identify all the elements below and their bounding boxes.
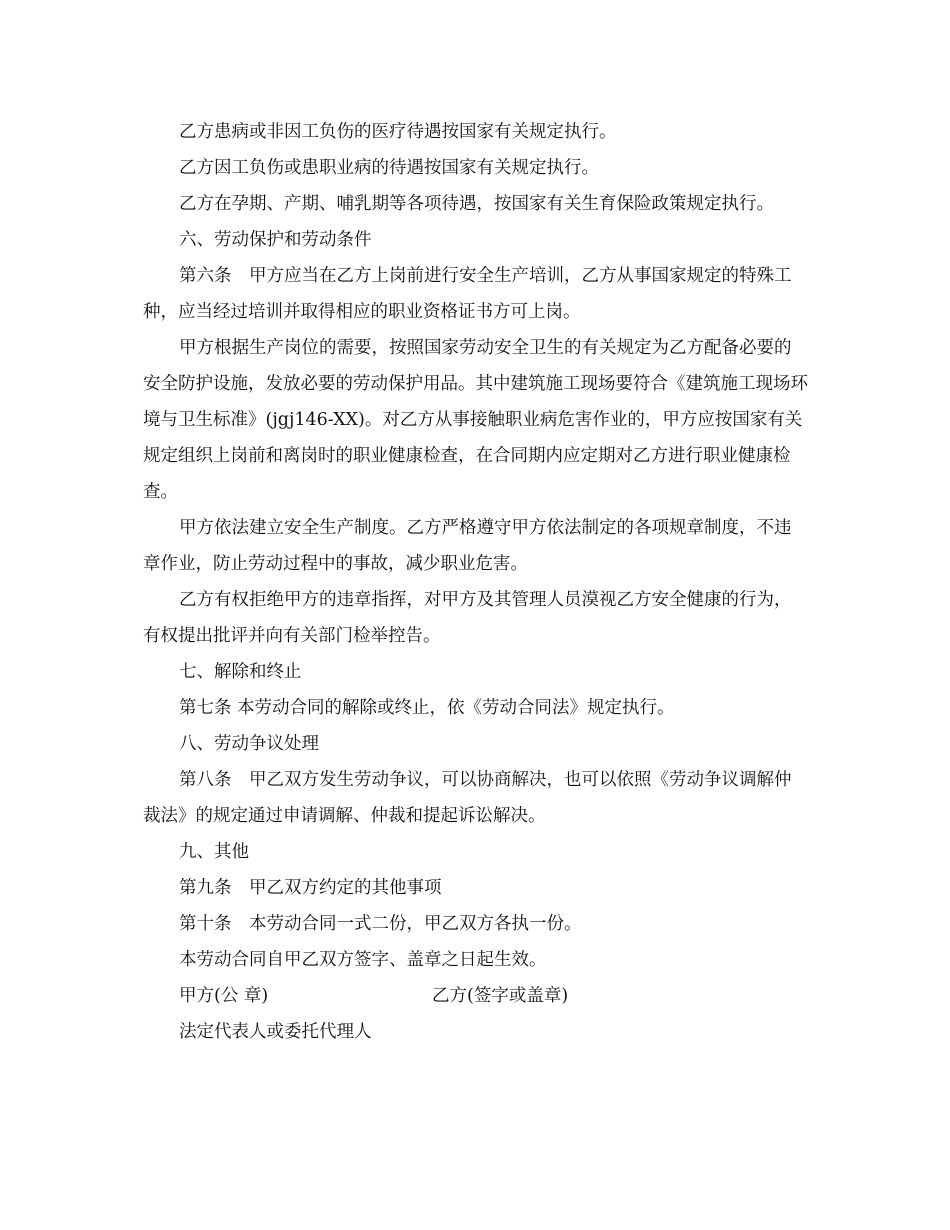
document-body: [143, 114, 808, 1050]
paragraph-medical-treatment: 乙方患病或非因工负伤的医疗待遇按国家有关规定执行。: [179, 122, 617, 142]
article-seven: 第七条 本劳动合同的解除或终止，依《劳动合同法》规定执行。: [179, 698, 675, 718]
section-heading-dispute: 八、劳动争议处理: [179, 734, 319, 754]
party-a-signature-label: 甲方(公 章): [179, 986, 269, 1006]
paragraph-effective-date: 本劳动合同自甲乙双方签字、盖章之日起生效。: [179, 950, 547, 970]
signature-row: [143, 978, 808, 1014]
paragraph-safety-equipment: 甲方根据生产岗位的需要，按照国家劳动安全卫生的有关规定为乙方配备必要的安全防护设施，发放必要的劳动保护用品。其中建筑施工现场要符合《建筑施工现场环境与卫生标准》(jgj146-XX)。对乙方从事接触职业病危害作业的，甲方应按国家有关规定组织上岗前和离岗时的职业健康检查，在合同期内应定期对乙方进行职业健康检查。: [143, 338, 808, 502]
paragraph-work-injury: 乙方因工负伤或患职业病的待遇按国家有关规定执行。: [179, 158, 599, 178]
article-nine: 第九条 甲乙双方约定的其他事项: [179, 878, 442, 898]
paragraph-safety-system: 甲方依法建立安全生产制度。乙方严格遵守甲方依法制定的各项规章制度，不违章作业，防止劳动过程中的事故，减少职业危害。: [143, 518, 792, 574]
paragraph-maternity: 乙方在孕期、产期、哺乳期等各项待遇，按国家有关生育保险政策规定执行。: [179, 194, 774, 214]
section-heading-labor-protection: 六、劳动保护和劳动条件: [179, 230, 372, 250]
legal-representative-label: 法定代表人或委托代理人: [179, 1022, 372, 1042]
article-eight: 第八条 甲乙双方发生劳动争议，可以协商解决，也可以依照《劳动争议调解仲裁法》的规定通过申请调解、仲裁和提起诉讼解决。: [143, 770, 792, 826]
section-heading-other: 九、其他: [179, 842, 249, 862]
paragraph-right-to-refuse: 乙方有权拒绝甲方的违章指挥，对甲方及其管理人员漠视乙方安全健康的行为，有权提出批评并向有关部门检举控告。: [143, 590, 792, 646]
article-six: 第六条 甲方应当在乙方上岗前进行安全生产培训，乙方从事国家规定的特殊工种，应当经过培训并取得相应的职业资格证书方可上岗。: [143, 266, 792, 322]
section-heading-termination: 七、解除和终止: [179, 662, 302, 682]
article-ten: 第十条 本劳动合同一式二份，甲乙双方各执一份。: [179, 914, 582, 934]
party-b-signature-label: 乙方(签字或盖章): [432, 986, 569, 1006]
